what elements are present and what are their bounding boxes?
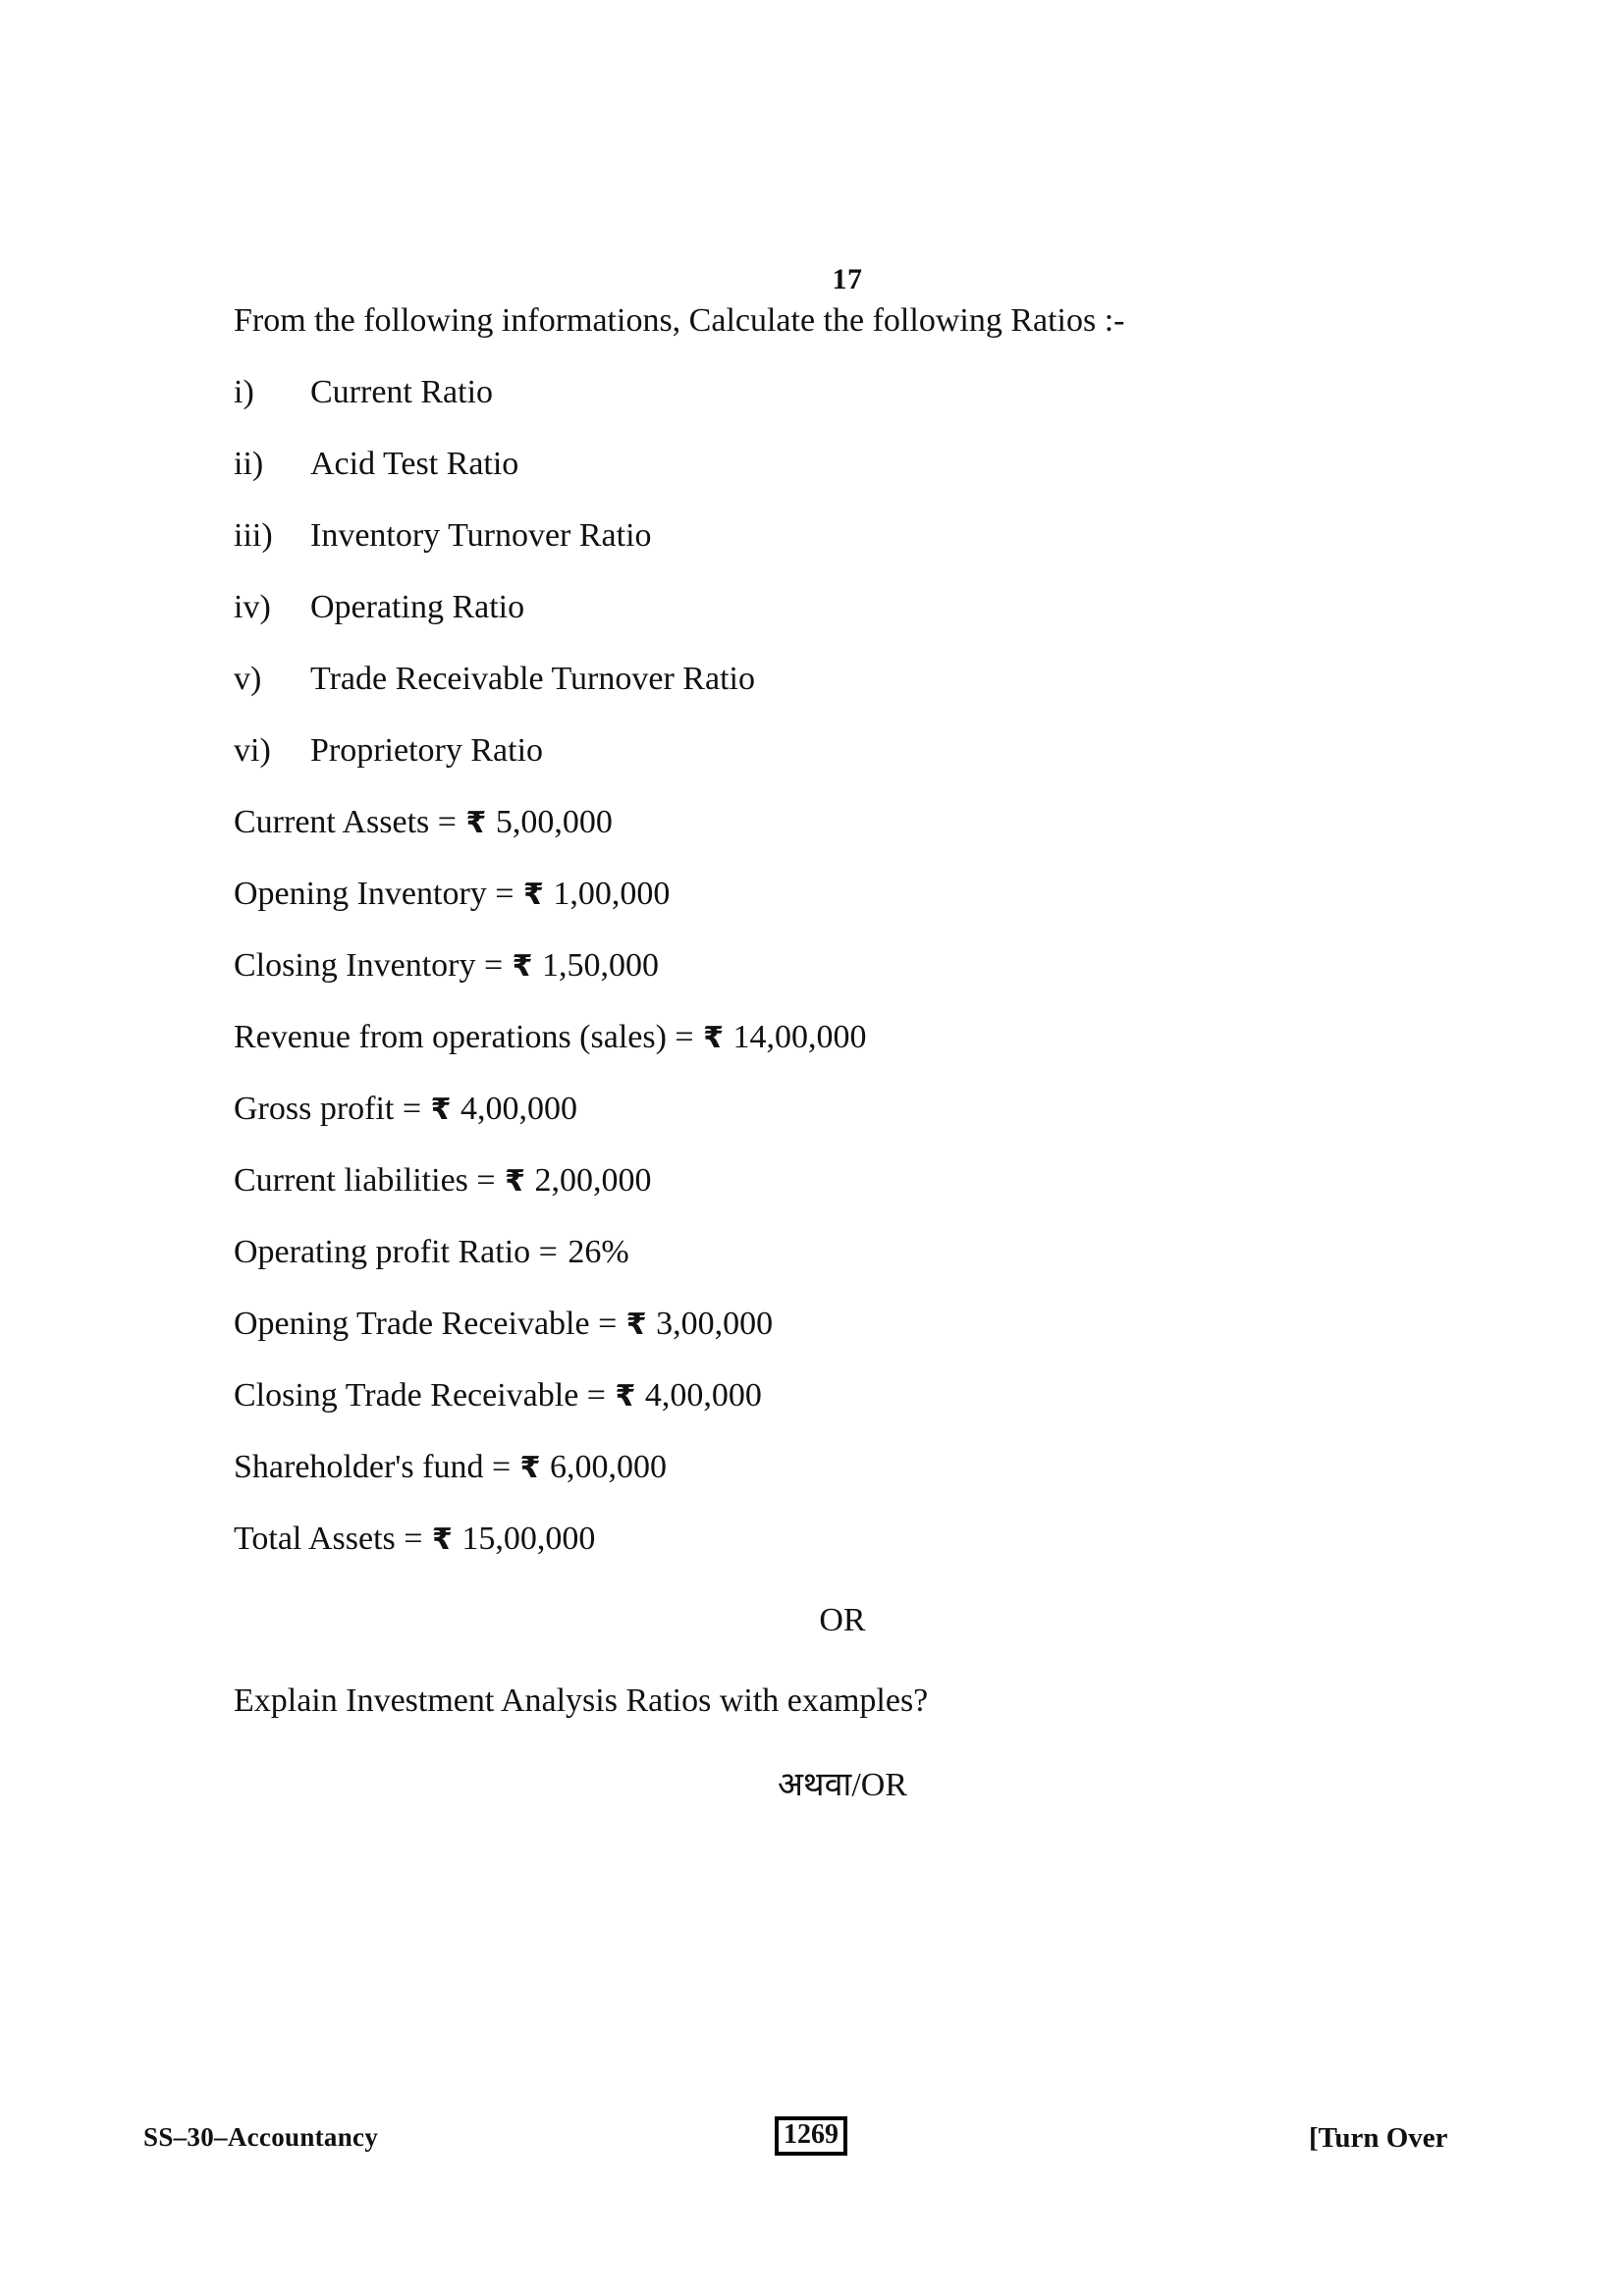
data-line-value: 4,00,000 [636, 1377, 762, 1414]
list-item-label: Operating Ratio [310, 589, 525, 625]
lead-instruction: From the following informations, Calculate the following Ratios :- [234, 302, 1125, 339]
given-data-list [234, 806, 1392, 1556]
data-line-value: 15,00,000 [453, 1521, 596, 1557]
or-divider: OR [819, 1602, 866, 1638]
data-line-label: Gross profit = [234, 1091, 430, 1127]
list-item-numeral: iv) [234, 589, 271, 625]
data-line [234, 949, 1392, 983]
data-line-value: 1,50,000 [533, 947, 660, 984]
data-line [234, 1379, 1392, 1413]
rupee-icon: ₹ [625, 1308, 647, 1342]
list-item-numeral: v) [234, 661, 262, 697]
list-item-label: Trade Receivable Turnover Ratio [310, 661, 755, 697]
list-item-label: Proprietory Ratio [310, 732, 544, 769]
list-item [234, 519, 1392, 553]
alternate-question: Explain Investment Analysis Ratios with examples? [234, 1682, 929, 1719]
footer-subject-code: SS–30–Accountancy [143, 2122, 379, 2152]
data-line [234, 806, 1392, 839]
data-line [234, 1164, 1392, 1198]
data-line-value: 3,00,000 [647, 1306, 774, 1342]
list-item-label: Inventory Turnover Ratio [310, 517, 652, 554]
data-line-label: Revenue from operations (sales) = [234, 1019, 703, 1055]
data-line [234, 1236, 1392, 1269]
data-line-label: Current Assets = [234, 804, 465, 840]
data-line [234, 1021, 1392, 1054]
data-line-value: 14,00,000 [724, 1019, 867, 1055]
list-item [234, 734, 1392, 768]
data-line-label: Opening Trade Receivable = [234, 1306, 625, 1342]
list-item [234, 663, 1392, 696]
list-item-numeral: iii) [234, 517, 273, 554]
list-item-label: Acid Test Ratio [310, 446, 519, 482]
ratio-list [234, 376, 1392, 768]
data-line-label: Total Assets = [234, 1521, 431, 1557]
rupee-icon: ₹ [522, 878, 544, 912]
page-footer [0, 2110, 1624, 2199]
list-item [234, 448, 1392, 481]
list-item [234, 376, 1392, 409]
list-item-label: Current Ratio [310, 374, 494, 410]
rupee-icon: ₹ [505, 1164, 525, 1199]
list-item-numeral: ii) [234, 446, 264, 482]
footer-turn-over: [Turn Over [1309, 2122, 1448, 2154]
list-item [234, 591, 1392, 624]
data-line-label: Operating profit Ratio = [234, 1234, 567, 1270]
list-item-numeral: i) [234, 374, 254, 410]
athava-or-divider: अथवा/OR [777, 1767, 908, 1803]
rupee-icon: ₹ [512, 949, 533, 984]
data-line [234, 1308, 1392, 1341]
data-line-label: Closing Inventory = [234, 947, 512, 984]
data-line-value: 26% [568, 1234, 629, 1270]
data-line-label: Closing Trade Receivable = [234, 1377, 615, 1414]
rupee-icon: ₹ [465, 806, 487, 840]
data-line [234, 1093, 1392, 1126]
rupee-icon: ₹ [615, 1379, 636, 1414]
footer-paper-number-box: 1269 [775, 2116, 847, 2156]
data-line [234, 1451, 1392, 1484]
data-line [234, 878, 1392, 911]
page-content [234, 263, 1392, 1805]
rupee-icon: ₹ [519, 1451, 541, 1485]
data-line [234, 1522, 1392, 1556]
list-item-numeral: vi) [234, 732, 271, 769]
page-number: 17 [832, 263, 863, 295]
data-line-label: Shareholder's fund = [234, 1449, 519, 1485]
data-line-value: 2,00,000 [525, 1162, 652, 1199]
rupee-icon: ₹ [430, 1093, 452, 1127]
rupee-icon: ₹ [431, 1522, 453, 1557]
data-line-value: 1,00,000 [544, 876, 671, 912]
data-line-label: Current liabilities = [234, 1162, 505, 1199]
rupee-icon: ₹ [703, 1021, 724, 1055]
data-line-value: 6,00,000 [541, 1449, 668, 1485]
data-line-value: 5,00,000 [487, 804, 613, 840]
data-line-label: Opening Inventory = [234, 876, 522, 912]
data-line-value: 4,00,000 [452, 1091, 577, 1127]
